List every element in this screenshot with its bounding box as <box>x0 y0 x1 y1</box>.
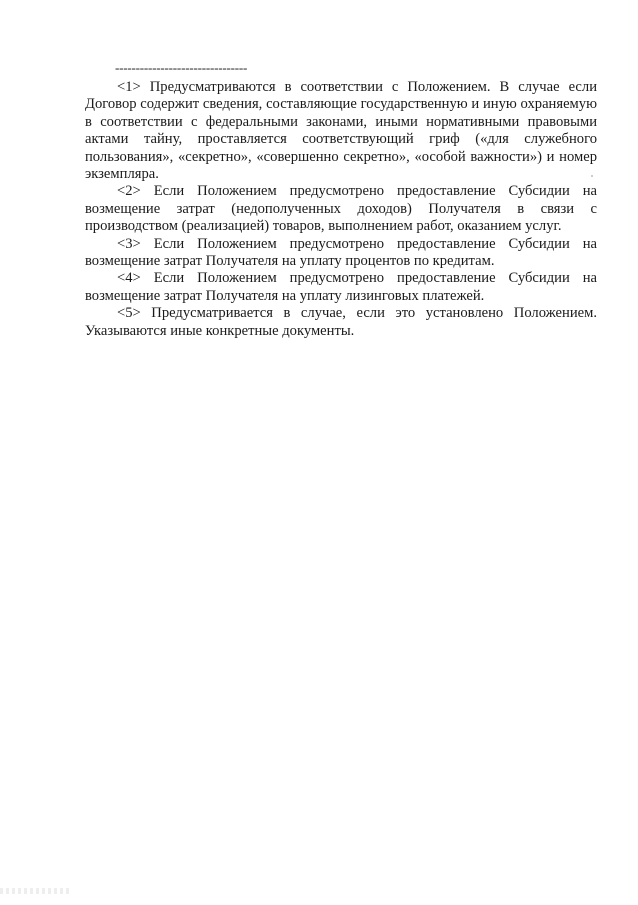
footnote-2: <2> Если Положением предусмотрено предоставление Субсидии на возмещение затрат (недополученных доходов) Получателя в связи с производством (реализацией) товаров, выполнением работ, оказанием услуг. <box>85 183 597 235</box>
footnotes-section <box>85 79 597 340</box>
footnote-4: <4> Если Положением предусмотрено предоставление Субсидии на возмещение затрат Получателя на уплату лизинговых платежей. <box>85 270 597 304</box>
footnote-separator: -------------------------------- <box>115 60 248 75</box>
scan-speck <box>591 175 593 177</box>
footnote-3: <3> Если Положением предусмотрено предоставление Субсидии на возмещение затрат Получателя на уплату процентов по кредитам. <box>85 235 597 270</box>
footnote-1: <1> Предусматриваются в соответствии с Положением. В случае если Договор содержит сведения, составляющие государственную и иную охраняемую в соответствии с федеральными законами, иными нормативными правовыми актами тайну, проставляется соответствующий гриф («для служебного пользования», «секретно», «совершенно секретно», «особой важности») и номер экземпляра. <box>85 79 597 183</box>
scan-artifact <box>0 888 70 894</box>
footnote-5: <5> Предусматривается в случае, если это установлено Положением. Указываются иные конкретные документы. <box>85 305 597 339</box>
